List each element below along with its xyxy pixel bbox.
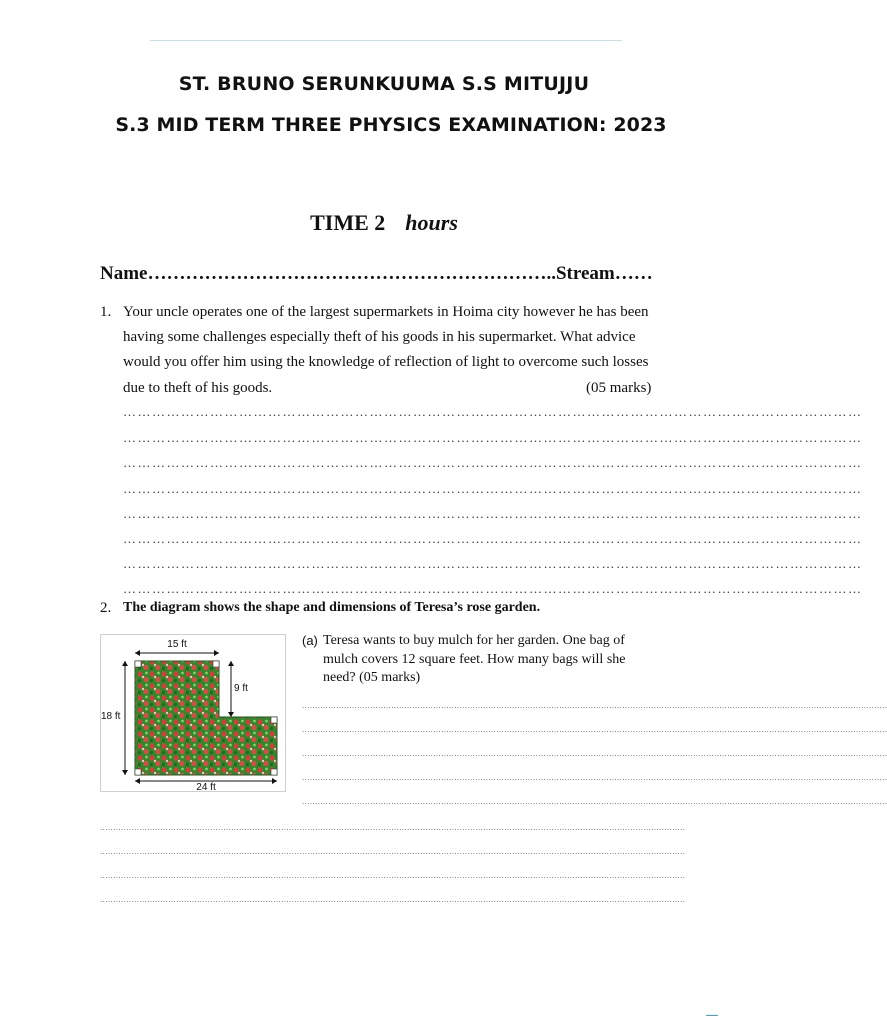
answer-line[interactable]: ............................................................................................................................................................................................................................... — [302, 702, 887, 710]
rose-garden-diagram — [100, 634, 286, 792]
answer-line[interactable]: ……………………………………………………………………………………………………………………………………… — [123, 581, 863, 596]
label-bottom: 24 ft — [196, 782, 216, 793]
question-1-line: having some challenges especially theft of his goods in his supermarket. What advice — [123, 329, 636, 345]
answer-line[interactable]: ……………………………………………………………………………………………………………………………………… — [123, 481, 863, 496]
label-right-inner: 9 ft — [234, 683, 248, 694]
question-1-number: 1. — [100, 304, 112, 320]
answer-line[interactable]: ............................................................................................................................................................................................................................... — [302, 798, 887, 806]
question-1-line: would you offer him using the knowledge of reflection of light to overcome such losses — [123, 354, 649, 370]
corner-marker — [135, 661, 141, 667]
answer-line[interactable]: ............................................................................................................................................................................................................................... — [100, 824, 686, 832]
rose-garden-svg — [101, 635, 287, 793]
label-left: 18 ft — [101, 711, 121, 722]
answer-line[interactable]: ............................................................................................................................................................................................................................... — [100, 872, 686, 880]
question-2-number: 2. — [100, 600, 112, 616]
answer-line[interactable]: ……………………………………………………………………………………………………………………………………… — [123, 556, 863, 571]
garden-shape — [135, 661, 277, 775]
corner-marker — [135, 769, 141, 775]
corner-marker — [213, 661, 219, 667]
answer-line[interactable]: ............................................................................................................................................................................................................................... — [302, 774, 887, 782]
answer-line[interactable]: ……………………………………………………………………………………………………………………………………… — [123, 531, 863, 546]
corner-marker — [271, 769, 277, 775]
part-a-label: (a) — [302, 633, 318, 648]
exam-title: S.3 MID TERM THREE PHYSICS EXAMINATION: 2023 — [115, 114, 667, 136]
question-1-line: due to theft of his goods. — [123, 380, 273, 396]
label-top: 15 ft — [167, 639, 187, 650]
part-a-line: mulch covers 12 square feet. How many bags will she — [323, 652, 626, 667]
time-unit: hours — [405, 210, 458, 235]
answer-line[interactable]: ……………………………………………………………………………………………………………………………………… — [123, 404, 863, 419]
answer-line[interactable]: ............................................................................................................................................................................................................................... — [302, 726, 887, 734]
name-stream-field[interactable]: Name………………………………………………………..Stream…… — [100, 263, 653, 284]
corner-marker — [271, 717, 277, 723]
answer-line[interactable]: ……………………………………………………………………………………………………………………………………… — [123, 506, 863, 521]
part-a-line: need? (05 marks) — [323, 670, 421, 685]
answer-line[interactable]: ............................................................................................................................................................................................................................... — [100, 848, 686, 856]
question-1-line: Your uncle operates one of the largest supermarkets in Hoima city however he has been — [123, 304, 649, 320]
header-divider — [150, 40, 622, 41]
page-corner-mark — [706, 1015, 718, 1016]
question-1-marks: (05 marks) — [586, 380, 652, 396]
question-2-prompt: The diagram shows the shape and dimensions of Teresa’s rose garden. — [123, 600, 541, 615]
answer-line[interactable]: ……………………………………………………………………………………………………………………………………… — [123, 455, 863, 470]
part-a-line: Teresa wants to buy mulch for her garden. One bag of — [323, 633, 625, 648]
answer-line[interactable]: ……………………………………………………………………………………………………………………………………… — [123, 430, 863, 445]
time-label: TIME 2 — [310, 210, 386, 235]
time-allowed — [0, 210, 768, 236]
answer-line[interactable]: ............................................................................................................................................................................................................................... — [302, 750, 887, 758]
answer-line[interactable]: ............................................................................................................................................................................................................................... — [100, 896, 686, 904]
school-name: ST. BRUNO SERUNKUUMA S.S MITUJJU — [178, 73, 590, 95]
